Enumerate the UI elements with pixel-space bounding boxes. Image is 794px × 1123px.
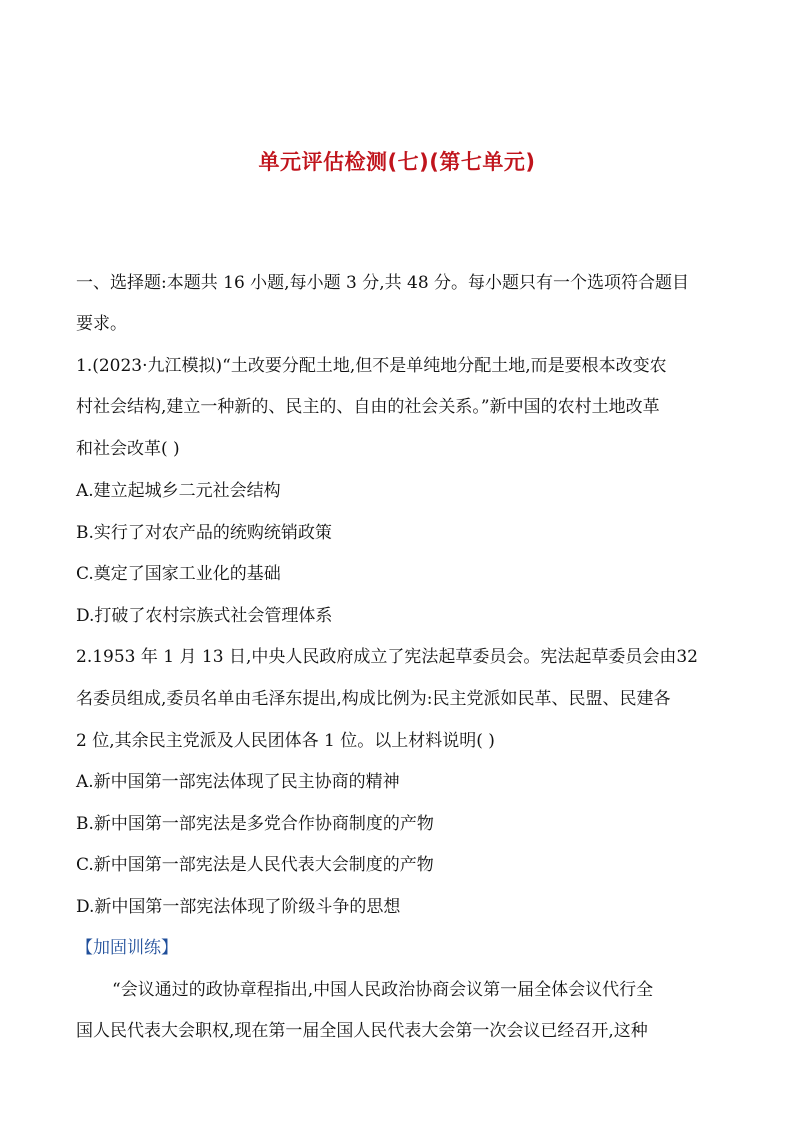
question-1-option-b: B.实行了对农产品的统购统销政策 bbox=[76, 523, 332, 543]
document-title: 单元评估检测(七)(第七单元) bbox=[258, 150, 536, 174]
question-1-option-a: A.建立起城乡二元社会结构 bbox=[76, 481, 281, 501]
reinforcement-passage-line-1: “会议通过的政协章程指出,中国人民政治协商会议第一届全体会议代行全 bbox=[112, 980, 654, 1000]
question-1-option-c: C.奠定了国家工业化的基础 bbox=[76, 564, 281, 584]
reinforcement-passage-line-2: 国人民代表大会职权,现在第一届全国人民代表大会第一次会议已经召开,这种 bbox=[76, 1021, 648, 1041]
section-heading-line-2: 要求。 bbox=[76, 314, 127, 334]
question-2-option-b: B.新中国第一部宪法是多党合作协商制度的产物 bbox=[76, 814, 434, 834]
question-1-stem-line-1: 1.(2023·九江模拟)“土改要分配土地,但不是单纯地分配土地,而是要根本改变农 bbox=[76, 356, 667, 376]
question-2-option-a: A.新中国第一部宪法体现了民主协商的精神 bbox=[76, 772, 400, 792]
question-2-option-d: D.新中国第一部宪法体现了阶级斗争的思想 bbox=[76, 897, 401, 917]
section-heading-line-1: 一、选择题:本题共 16 小题,每小题 3 分,共 48 分。每小题只有一个选项符合题目 bbox=[76, 273, 690, 293]
question-1-stem-line-3: 和社会改革( ) bbox=[76, 439, 180, 459]
question-2-stem-line-3: 2 位,其余民主党派及人民团体各 1 位。以上材料说明( ) bbox=[76, 731, 495, 751]
question-2-stem-line-2: 名委员组成,委员名单由毛泽东提出,构成比例为:民主党派如民革、民盟、民建各 bbox=[76, 689, 671, 709]
question-2-stem-line-1: 2.1953 年 1 月 13 日,中央人民政府成立了宪法起草委员会。宪法起草委员会由32 bbox=[76, 647, 698, 667]
reinforcement-section-tag: 【加固训练】 bbox=[76, 938, 178, 958]
question-1-stem-line-2: 村社会结构,建立一种新的、民主的、自由的社会关系。”新中国的农村土地改革 bbox=[76, 397, 660, 417]
question-2-option-c: C.新中国第一部宪法是人民代表大会制度的产物 bbox=[76, 855, 434, 875]
question-1-option-d: D.打破了农村宗族式社会管理体系 bbox=[76, 606, 333, 626]
